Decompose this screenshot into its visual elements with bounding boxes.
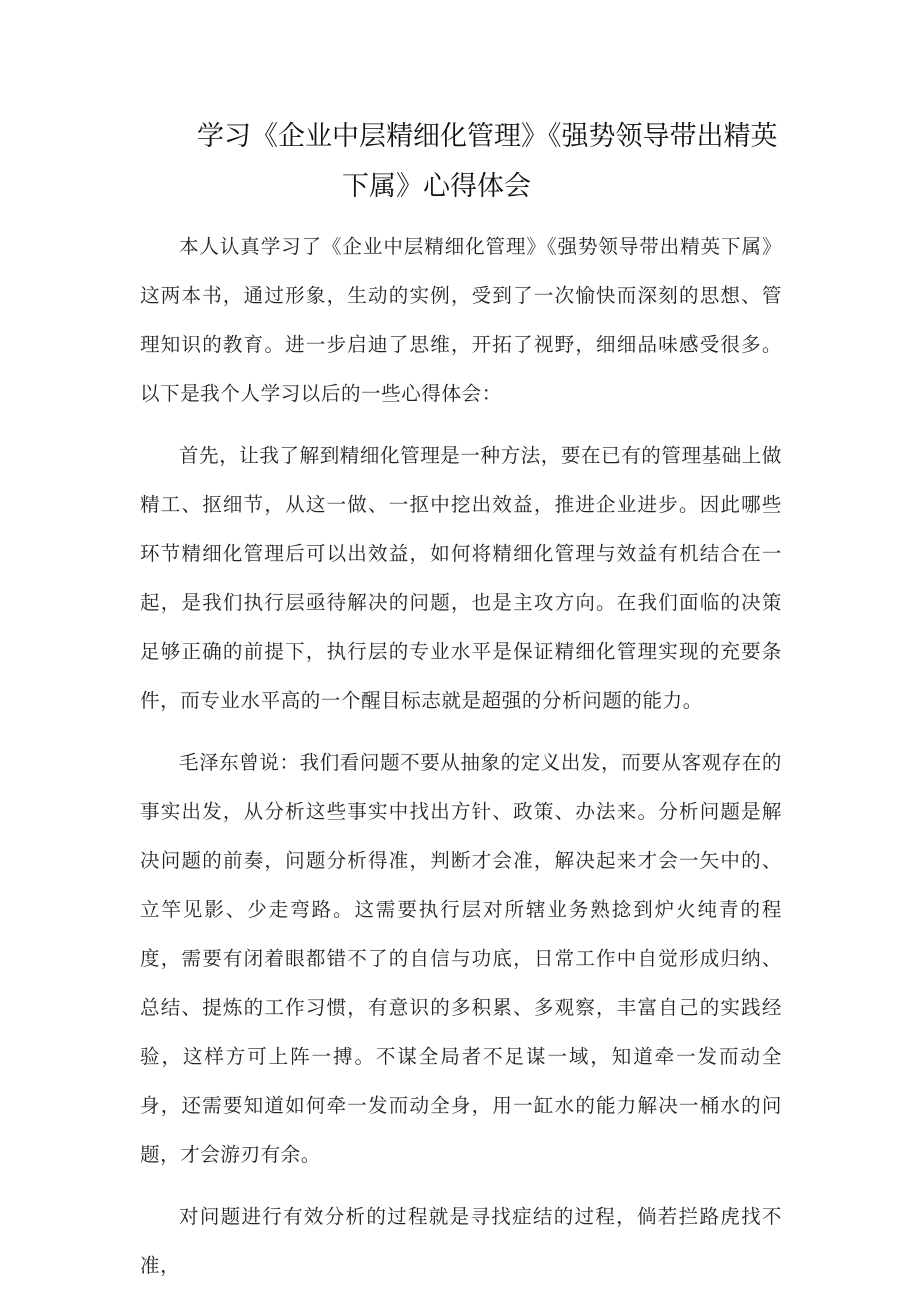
paragraph-1: 本人认真学习了《企业中层精细化管理》《强势领导带出精英下属》这两本书，通过形象，生动的实例，受到了一次愉快而深刻的思想、管理知识的教育。进一步启迪了思维，开拓了视野，细细品味感受很多。以下是我个人学习以后的一些心得体会：: [140, 235, 782, 405]
document-title: [140, 112, 800, 212]
title-line-1: 学习《企业中层精细化管理》《强势领导带出精英: [197, 121, 778, 152]
paragraph-4: 对问题进行有效分析的过程就是寻找症结的过程，倘若拦路虎找不准，: [140, 1205, 782, 1277]
paragraph-2: 首先，让我了解到精细化管理是一种方法，要在已有的管理基础上做精工、抠细节，从这一做、一抠中挖出效益，推进企业进步。因此哪些环节精细化管理后可以出效益，如何将精细化管理与效益有机结合在一起，是我们执行层亟待解决的问题，也是主攻方向。在我们面临的决策足够正确的前提下，执行层的专业水平是保证精细化管理实现的充要条件，而专业水平高的一个醒目标志就是超强的分析问题的能力。: [140, 444, 783, 712]
document-body: [140, 222, 782, 1303]
paragraph-3: 毛泽东曾说：我们看问题不要从抽象的定义出发，而要从客观存在的事实出发，从分析这些事实中找出方针、政策、办法来。分析问题是解决问题的前奏，问题分析得准，判断才会准，解决起来才会一矢中的、立竿见影、少走弯路。这需要执行层对所辖业务熟捻到炉火纯青的程度，需要有闭着眼都错不了的自信与功底，日常工作中自觉形成归纳、总结、提炼的工作习惯，有意识的多积累、多观察，丰富自己的实践经验，这样方可上阵一搏。不谋全局者不足谋一域，知道牵一发而动全身，还需要知道如何牵一发而动全身，用一缸水的能力解决一桶水的问题，才会游刃有余。: [140, 751, 783, 1166]
title-line-2: 下属》心得体会: [342, 171, 531, 202]
